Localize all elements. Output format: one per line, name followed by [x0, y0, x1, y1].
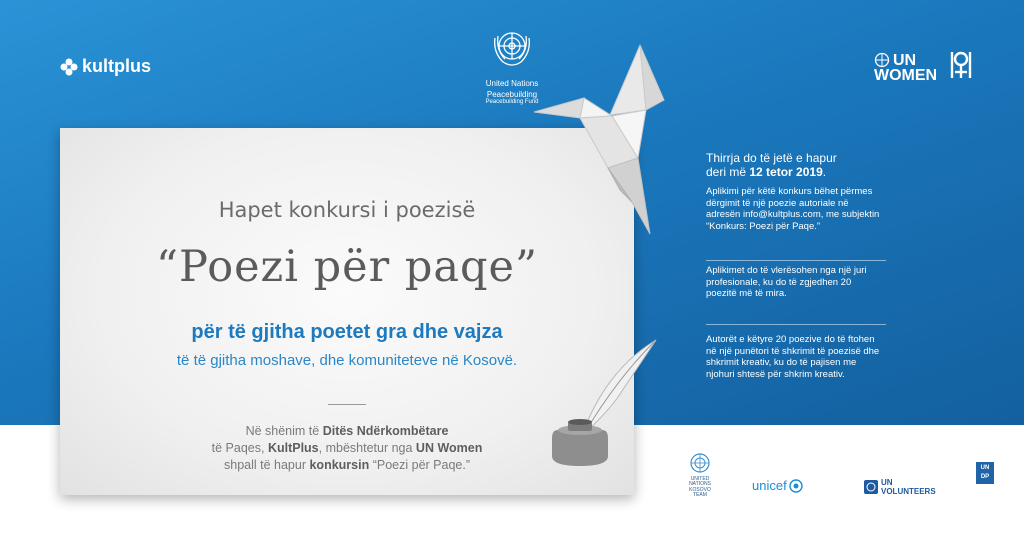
footer-p3: , mbështetur nga: [318, 441, 416, 455]
card-audience-detail: të të gjitha moshave, dhe komuniteteve në Kosovë.: [176, 352, 518, 369]
footer-p4: shpall të hapur: [224, 458, 310, 472]
un-team-line2: NATIONS: [689, 481, 711, 487]
unicef-text: unicef: [752, 478, 787, 493]
unwomen-line2: WOMEN: [874, 67, 938, 84]
unicef-logo: [752, 478, 803, 493]
deadline-line1: Thirrja do të jetë e hapur: [706, 151, 837, 165]
info-paragraph-2: Aplikimet do të vlerësohen nga një juri profesionale, ku do të zgjedhen 20 poezitë më të mira.: [706, 265, 867, 299]
kultplus-logo-text: kultplus: [82, 56, 152, 76]
unwomen-logo: [874, 52, 937, 83]
kultplus-mark-icon: [60, 58, 78, 76]
un-team-line3: KOSOVO: [689, 486, 711, 493]
unwomen-line1: UN: [893, 51, 917, 69]
right-divider-2: [706, 324, 886, 325]
deadline-date: 12 tetor 2019: [749, 165, 823, 179]
un-kosovo-emblem-icon: [689, 452, 711, 474]
un-pbf-line2: Peacebuilding: [486, 90, 538, 99]
un-pbf-line3: Peacebuilding Fund: [485, 99, 539, 105]
footer-p2: të Paqes,: [211, 441, 268, 455]
inkwell-quill-icon: [536, 330, 666, 470]
deadline-post: .: [822, 165, 827, 179]
card-title: “Poezi për paqe”: [156, 242, 538, 292]
un-pbf-line1: United Nations: [485, 79, 539, 88]
unv-line2: VOLUNTEERS: [881, 487, 936, 496]
unicef-emblem-icon: [789, 479, 803, 493]
unwomen-symbol-icon: [950, 50, 972, 80]
card-subtitle: Hapet konkursi i poezisë: [218, 198, 476, 222]
un-volunteers-logo: [864, 478, 936, 496]
right-divider-1: [706, 260, 886, 261]
unv-emblem-icon: [864, 480, 878, 494]
footer-b3: UN Women: [415, 441, 483, 455]
deadline-line2: [706, 165, 884, 179]
undp-line2: DP: [980, 474, 990, 480]
deadline-pre: deri më: [706, 165, 750, 179]
un-kosovo-team-logo: [672, 452, 728, 499]
info-paragraph-3: Autorët e këtyre 20 poezive do të ftohen në një punëtori të shkrimit të poezisë dhe shkrimit kreativ, ku do të pajisen me njohuri shtesë për shkrim kreativ.: [706, 334, 880, 380]
footer-b4: konkursin: [309, 458, 370, 472]
deadline-block: [706, 151, 884, 179]
footer-b1: Ditës Ndërkombëtare: [322, 424, 449, 438]
un-team-line4: TEAM: [693, 492, 707, 498]
kultplus-logo: [60, 56, 151, 77]
card-audience: për të gjitha poetet gra dhe vajza: [191, 321, 503, 343]
un-small-emblem-icon: [874, 52, 890, 68]
origami-dove-icon: [528, 40, 678, 240]
footer-p5: “Poezi për Paqe.”: [369, 458, 470, 472]
undp-line1: UN: [980, 465, 990, 471]
undp-logo: [976, 462, 994, 484]
card-divider: [328, 404, 366, 405]
unv-line1: UN: [881, 478, 893, 487]
un-team-line1: UNITED: [690, 475, 710, 482]
footer-p1: Në shënim të: [245, 424, 323, 438]
footer-b2: KultPlus: [267, 441, 319, 455]
info-paragraph-1: Aplikimi për këtë konkurs bëhet përmes dërgimit të një poezie autoriale në adresën info@kultplus.com, me subjektin “Konkurs: Poezi për Paqe.”: [706, 186, 880, 232]
